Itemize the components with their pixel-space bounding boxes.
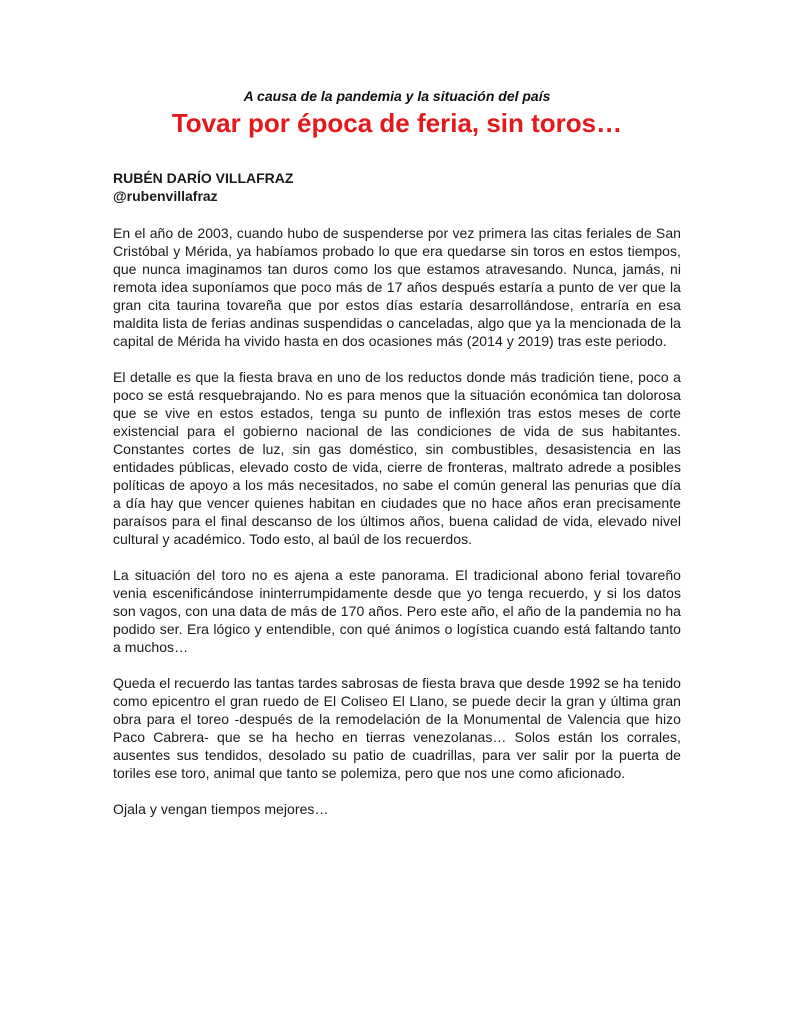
paragraph-1: En el año de 2003, cuando hubo de suspenderse por vez primera las citas feriales de San Cristóbal y Mérida, ya habíamos probado lo que era quedarse sin toros en estos tiempos, que nunca imaginamos tan duros como los que estamos atravesando. Nunca, jamás, ni remota idea suponíamos que poco más de 17 años después estaría a punto de ver que la gran cita taurina tovareña que por estos días estaría desarrollándose, entraría en esa maldita lista de ferias andinas suspendidas o canceladas, algo que ya la mencionada de la capital de Mérida ha vivido hasta en dos ocasiones más (2014 y 2019) tras este periodo. [113, 225, 681, 349]
article-headline: Tovar por época de feria, sin toros… [171, 108, 623, 138]
document-page [113, 88, 681, 836]
article-kicker: A causa de la pandemia y la situación del país [243, 88, 551, 104]
article-body [113, 224, 681, 818]
author-handle: @rubenvillafraz [113, 188, 218, 204]
paragraph-4: Queda el recuerdo las tantas tardes sabrosas de fiesta brava que desde 1992 se ha tenido como epicentro el gran ruedo de El Coliseo El Llano, se puede decir la gran y última gran obra para el toreo -después de la remodelación de la Monumental de Valencia que hizo Paco Cabrera- que se ha hecho en tierras venezolanas… Solos están los corrales, ausentes sus tendidos, desolado su patio de cuadrillas, para ver salir por la puerta de toriles ese toro, animal que tanto se polemiza, pero que nos une como aficionado. [113, 675, 681, 781]
paragraph-5: Ojala y vengan tiempos mejores… [113, 801, 329, 817]
author-block [113, 169, 681, 205]
author-name: RUBÉN DARÍO VILLAFRAZ [113, 170, 294, 186]
paragraph-2: El detalle es que la fiesta brava en uno de los reductos donde más tradición tiene, poco a poco se está resquebrajando. No es para menos que la situación económica tan dolorosa que se vive en estos estados, tenga su punto de inflexión tras estos meses de corte existencial para el gobierno nacional de las condiciones de vida de sus habitantes. Constantes cortes de luz, sin gas doméstico, sin combustibles, desasistencia en las entidades públicas, elevado costo de vida, cierre de fronteras, maltrato adrede a posibles políticas de apoyo a los más necesitados, no sabe el común general las penurias que día a día hay que vencer quienes habitan en ciudades que no hace años eran precisamente paraísos para el final descanso de los últimos años, buena calidad de vida, elevado nivel cultural y académico. Todo esto, al baúl de los recuerdos. [113, 369, 681, 547]
paragraph-3: La situación del toro no es ajena a este panorama. El tradicional abono ferial tovareño venia escenificándose ininterrumpidamente desde que yo tenga recuerdo, y si los datos son vagos, con una data de más de 170 años. Pero este año, el año de la pandemia no ha podido ser. Era lógico y entendible, con qué ánimos o logística cuando está faltando tanto a muchos… [113, 567, 681, 655]
